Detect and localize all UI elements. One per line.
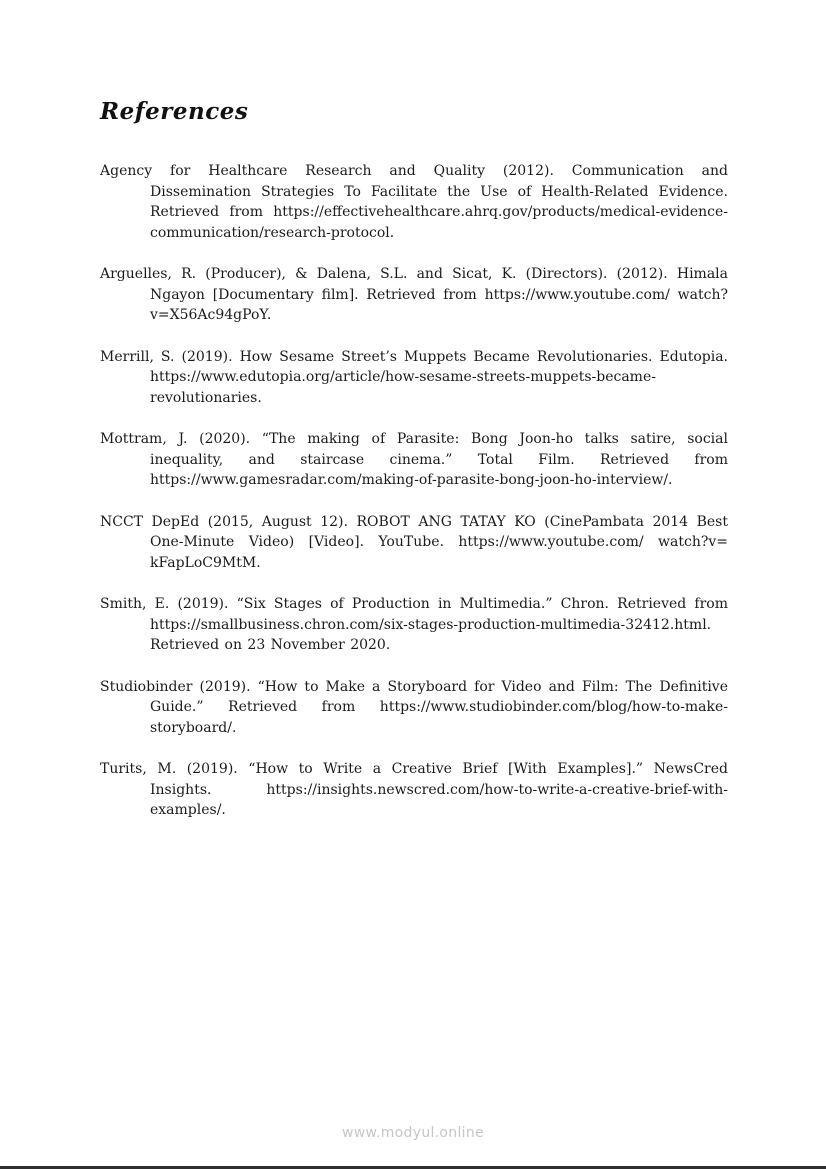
reference-entry: Merrill, S. (2019). How Sesame Street’s Muppets Became Revolutionaries. Edutopia. https://www.edutopia.org/article/how-sesame-streets-muppets-became-revolutionaries.	[100, 348, 728, 406]
reference-entry: NCCT DepEd (2015, August 12). ROBOT ANG TATAY KO (CinePambata 2014 Best One-Minute Video) [Video]. YouTube. https://www.youtube.com/ watch?v= kFapLoC9MtM.	[100, 513, 728, 571]
reference-entry: Arguelles, R. (Producer), & Dalena, S.L. and Sicat, K. (Directors). (2012). Himala Ngayon [Documentary film]. Retrieved from https://www.youtube.com/ watch?v=X56Ac94gPoY.	[100, 266, 728, 323]
reference-entry: Mottram, J. (2020). “The making of Parasite: Bong Joon-ho talks satire, social inequality, and staircase cinema.” Total Film. Retrieved from https://www.gamesradar.com/making-of-parasite-bong-joon-ho-interview/.	[100, 431, 728, 488]
reference-entry: Studiobinder (2019). “How to Make a Storyboard for Video and Film: The Definitive Guide.” Retrieved from https://www.studiobinder.com/blog/how-to-make-storyboard/.	[100, 678, 728, 736]
reference-entry: Agency for Healthcare Research and Quality (2012). Communication and Dissemination Strategies To Facilitate the Use of Health-Related Evidence. Retrieved from https://effectivehealthcare.ahrq.gov/products/medical-evidence-communication/research-protocol.	[100, 163, 728, 241]
reference-entry: Smith, E. (2019). “Six Stages of Production in Multimedia.” Chron. Retrieved from https://smallbusiness.chron.com/six-stages-production-multimedia-32412.html. Retrieved on 23 November 2020.	[100, 596, 728, 653]
page-title: References	[100, 98, 249, 125]
footer-watermark: www.modyul.online	[342, 1125, 484, 1141]
reference-entry: Turits, M. (2019). “How to Write a Creative Brief [With Examples].” NewsCred Insights. https://insights.newscred.com/how-to-write-a-creative-brief-with-examples/.	[100, 761, 728, 818]
reference-list	[100, 161, 728, 821]
page-content	[100, 98, 728, 842]
